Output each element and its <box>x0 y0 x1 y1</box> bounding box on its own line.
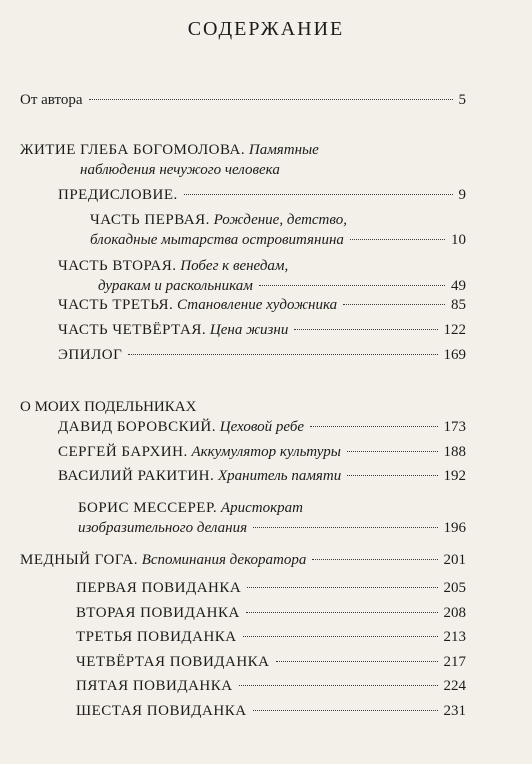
dot-leader <box>243 636 438 637</box>
dot-leader <box>253 710 438 711</box>
dot-leader <box>239 685 438 686</box>
toc-part-heading <box>20 397 466 417</box>
toc-entry-title: ШЕСТАЯ ПОВИДАНКА <box>76 703 247 719</box>
toc-page-number: 122 <box>443 322 466 338</box>
toc-entry <box>58 345 466 365</box>
page-title: СОДЕРЖАНИЕ <box>187 18 345 40</box>
toc-entry-title: БОРИС МЕССЕРЕР. <box>78 500 218 516</box>
toc-page-number: 192 <box>443 468 466 484</box>
toc-part-heading <box>20 550 466 570</box>
dot-leader <box>310 426 437 427</box>
part-subtitle-continued: наблюдения нечужого человека <box>80 162 280 178</box>
toc-entry-foreword <box>20 90 466 110</box>
toc-entry-title: ЧАСТЬ ТРЕТЬЯ. <box>58 297 174 313</box>
toc-entry-title: ПЯТАЯ ПОВИДАНКА <box>76 678 233 695</box>
toc-entry-label: От автора <box>20 92 83 108</box>
dot-leader <box>276 661 438 662</box>
toc-entry-subtitle-continued: изобразительного делания <box>78 520 248 536</box>
part-subtitle: Вспоминания декоратора <box>141 552 307 568</box>
toc-entry-title: ЧАСТЬ ЧЕТВЁРТАЯ. <box>58 322 207 338</box>
toc-entry <box>76 701 466 721</box>
dot-leader <box>128 354 437 355</box>
part-title: О МОИХ ПОДЕЛЬНИКАХ <box>20 399 197 415</box>
toc-entry-title: ЧАСТЬ ПЕРВАЯ. <box>90 212 210 228</box>
dot-leader <box>350 239 445 240</box>
toc-entry-title: ТРЕТЬЯ ПОВИДАНКА <box>76 629 237 646</box>
toc-page-number: 213 <box>443 629 466 646</box>
toc-page-number: 173 <box>443 419 466 435</box>
toc-entry-title: ПРЕДИСЛОВИЕ. <box>58 187 178 203</box>
toc-page-number: 9 <box>458 187 466 203</box>
part-title: МЕДНЫЙ ГОГА. <box>20 552 138 568</box>
toc-page-number: 5 <box>458 92 466 108</box>
toc-page-number: 205 <box>443 580 466 596</box>
toc-page-number: 49 <box>451 278 466 294</box>
toc-entry-title: ПЕРВАЯ ПОВИДАНКА <box>76 580 242 596</box>
dot-leader <box>259 285 445 286</box>
dot-leader <box>246 612 438 613</box>
part-title: ЖИТИЕ ГЛЕБА БОГОМОЛОВА. <box>20 142 246 158</box>
dot-leader <box>89 99 453 100</box>
toc-page-number: 201 <box>443 552 466 568</box>
toc-entry <box>76 603 466 623</box>
toc-entry-subtitle: Хранитель памяти <box>218 468 342 484</box>
dot-leader <box>312 559 437 560</box>
toc-entry-subtitle: Аристократ <box>220 500 303 516</box>
toc-entry-title: ДАВИД БОРОВСКИЙ. <box>58 419 217 435</box>
toc-page-number: 188 <box>443 444 466 460</box>
toc-entry-subtitle-continued: блокадные мытарства островитянина <box>90 232 344 248</box>
toc-entry-subtitle: Рождение, детство, <box>213 212 347 228</box>
dot-leader <box>347 475 437 476</box>
toc-entry-subtitle-continued: дуракам и раскольникам <box>98 278 253 294</box>
toc-page-number: 208 <box>443 604 466 621</box>
dot-leader <box>184 194 453 195</box>
toc-entry <box>90 210 466 250</box>
toc-entry-subtitle: Цена жизни <box>209 322 289 338</box>
toc-entry-subtitle: Становление художника <box>177 297 338 313</box>
toc-entry <box>78 498 466 538</box>
toc-entry <box>76 652 466 672</box>
toc-page-number: 10 <box>451 232 466 248</box>
toc-entry <box>58 466 466 486</box>
toc-entry-subtitle: Аккумулятор культуры <box>191 444 341 460</box>
dot-leader <box>343 304 445 305</box>
toc-entry-title: СЕРГЕЙ БАРХИН. <box>58 444 188 460</box>
toc-page-number: 231 <box>443 703 466 719</box>
toc-entry <box>58 295 466 315</box>
toc-entry-title: ЧЕТВЁРТАЯ ПОВИДАНКА <box>76 653 270 670</box>
toc-entry-title: ВТОРАЯ ПОВИДАНКА <box>76 604 240 621</box>
toc-page-number: 224 <box>443 678 466 695</box>
part-subtitle: Памятные <box>248 142 319 158</box>
toc-entry <box>76 676 466 696</box>
toc-entry <box>76 578 466 598</box>
dot-leader <box>253 527 437 528</box>
toc-page-number: 169 <box>443 347 466 363</box>
toc-entry <box>58 417 466 437</box>
toc-entry-title: ВАСИЛИЙ РАКИТИН. <box>58 468 215 484</box>
toc-part-heading <box>20 140 492 180</box>
toc-entry <box>58 320 466 340</box>
toc-entry-title: ЧАСТЬ ВТОРАЯ. <box>58 258 177 274</box>
toc-entry <box>76 627 466 647</box>
toc-entry <box>58 256 466 296</box>
toc-entry-subtitle: Цеховой ребе <box>219 419 305 435</box>
dot-leader <box>347 451 438 452</box>
dot-leader <box>294 329 437 330</box>
toc-page-number: 85 <box>451 297 466 313</box>
toc-entry-title: ЭПИЛОГ <box>58 347 123 363</box>
toc-entry <box>58 185 466 205</box>
dot-leader <box>247 587 437 588</box>
toc-page-number: 196 <box>443 520 466 536</box>
toc-page-number: 217 <box>443 653 466 670</box>
toc-entry <box>58 442 466 462</box>
toc-entry-subtitle: Побег к венедам, <box>180 258 289 274</box>
